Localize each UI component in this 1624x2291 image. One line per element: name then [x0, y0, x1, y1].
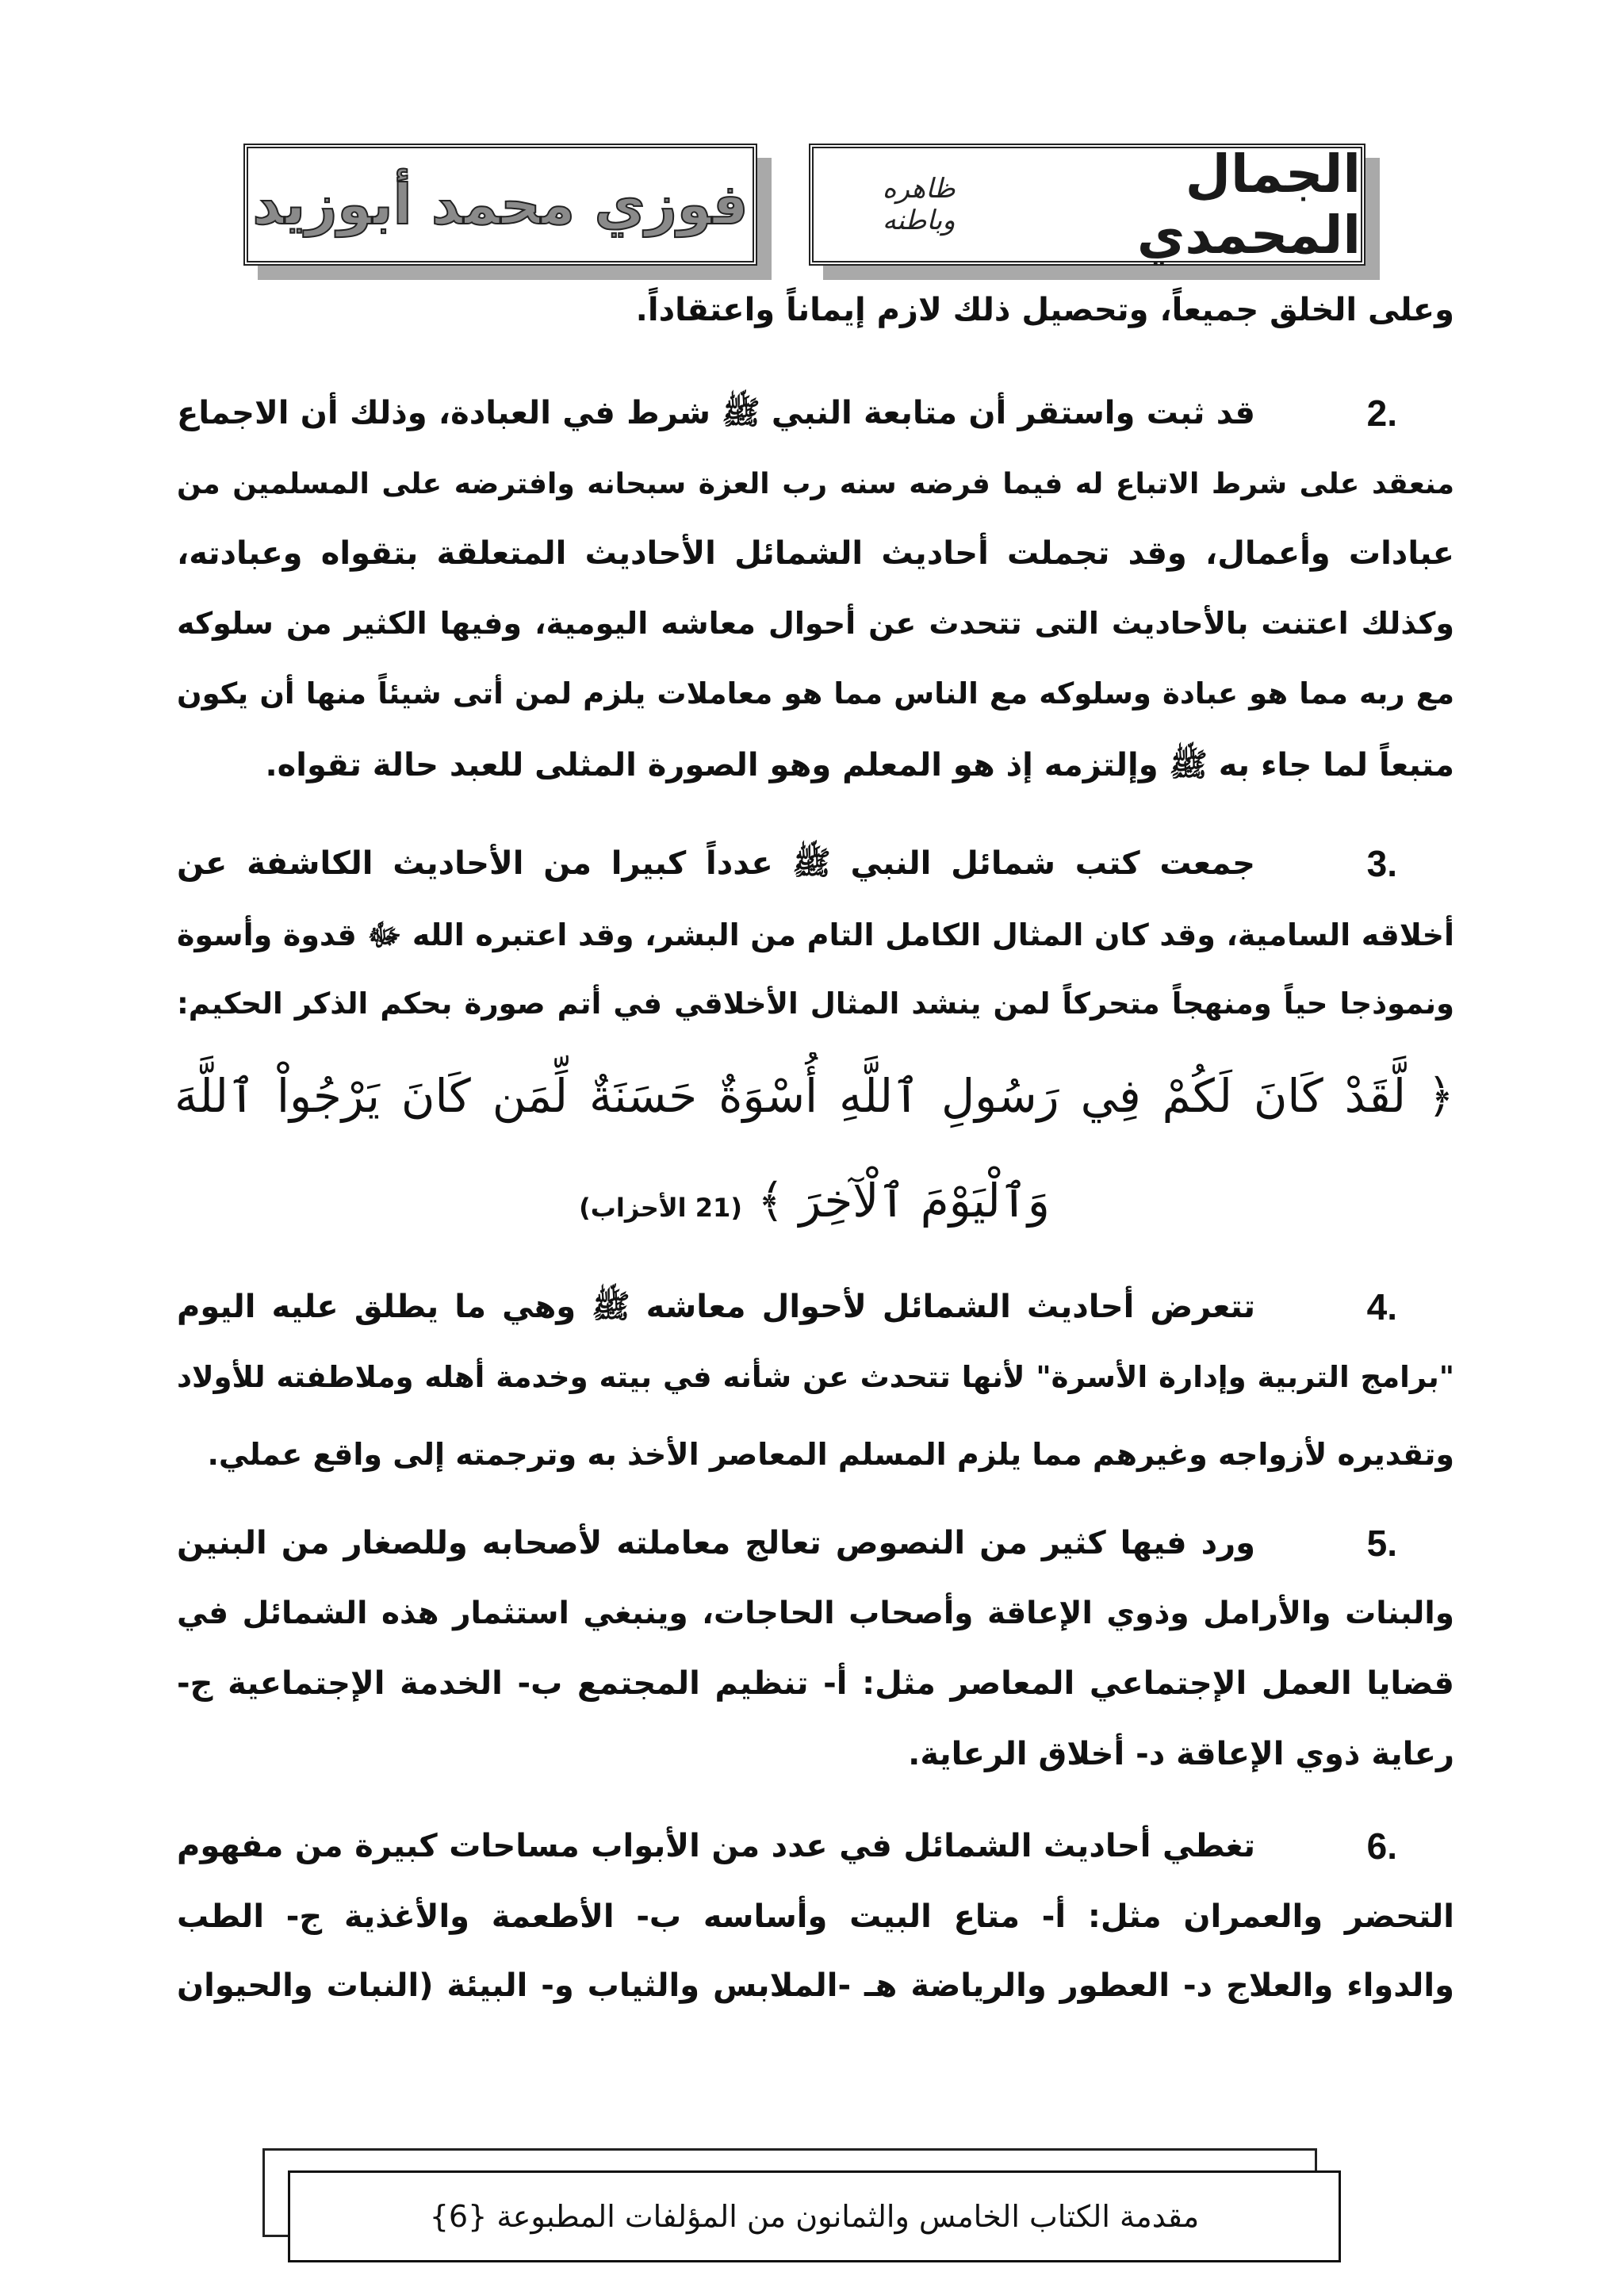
paragraph-text-line: التحضر والعمران مثل: أ- متاع البيت وأساسه ب- الأطعمة والأغذية ج- الطب	[177, 1898, 1454, 1935]
paragraph-number: 3.	[1366, 843, 1397, 884]
paragraph-text-line: تتعرض أحاديث الشمائل لأحوال معاشه ﷺ وهي ما يطلق عليه اليوم	[177, 1289, 1255, 1325]
paragraph-text-line: ورد فيها كثير من النصوص تعالج معاملته لأصحابه وللصغار من البنين	[177, 1525, 1255, 1561]
paragraph-text-line: ونموذجا حياً ومنهجاً متحركاً لمن ينشد المثال الأخلاقي في أتم صورة بحكم الذكر الحكيم:	[177, 987, 1454, 1021]
paragraph-text-line: أخلاقه السامية، وقد كان المثال الكامل التام من البشر، وقد اعتبره الله ﷻ قدوة وأسوة	[177, 918, 1454, 952]
paragraph-number: 2.	[1366, 393, 1397, 434]
footer-text: مقدمة الكتاب الخامس والثمانون من المؤلفات المطبوعة {6}	[429, 2199, 1200, 2234]
verse-reference: (21 الأحزاب)	[579, 1193, 742, 1223]
paragraph-6-first-line	[177, 1813, 1454, 1879]
book-title-banner	[809, 144, 1365, 266]
paragraph-5-first-line	[177, 1510, 1454, 1576]
author-banner	[243, 144, 757, 266]
footer-box	[288, 2170, 1341, 2262]
paragraph-text-line: تغطي أحاديث الشمائل في عدد من الأبواب مساحات كبيرة من مفهوم	[177, 1828, 1255, 1864]
paragraph-2-first-line	[177, 380, 1454, 446]
book-subtitle: ظاهره وباطنه	[882, 173, 956, 236]
paragraph-text-line: وتقديره لأزواجه وغيرهم مما يلزم المسلم المعاصر الأخذ به وترجمته إلى واقع عملي.	[207, 1437, 1454, 1472]
paragraph-text-line: مع ربه مما هو عبادة وسلوكه مع الناس مما هو معاملات يلزم لمن أتى شيئاً منها أن يكون	[177, 676, 1454, 711]
quran-verse-line-1: ﴿ لَّقَدْ كَانَ لَكُمْ فِي رَسُولِ ٱللَّهِ أُسْوَةٌ حَسَنَةٌ لِّمَن كَانَ يَرْجُواْ ٱللَّهَ	[174, 1069, 1454, 1123]
paragraph-text-line: عبادات وأعمال، وقد تجملت أحاديث الشمائل الأحاديث المتعلقة بتقواه وعبادته،	[177, 535, 1454, 572]
paragraph-text-line: "برامج التربية وإدارة الأسرة" لأنها تتحدث عن شأنه في بيته وخدمة أهله وملاطفته للأولاد	[177, 1360, 1454, 1394]
quran-verse-text: وَٱلْيَوْمَ ٱلْآخِرَ ﴾	[757, 1174, 1050, 1228]
paragraph-text-line: رعاية ذوي الإعاقة د- أخلاق الرعاية.	[908, 1736, 1454, 1772]
paragraph-text-line: والبنات والأرامل وذوي الإعاقة وأصحاب الحاجات، وينبغي استثمار هذه الشمائل في	[177, 1596, 1454, 1631]
paragraph-text-line: منعقد على شرط الاتباع له فيما فرضه سنه رب العزة سبحانه وافترضه على المسلمين من	[177, 468, 1454, 500]
paragraph-text-line: جمعت كتب شمائل النبي ﷺ عدداً كبيرا من الأحاديث الكاشفة عن	[177, 845, 1255, 882]
paragraph-text-line: والدواء والعلاج د- العطور والرياضة هـ -الملابس والثياب و- البيئة (النبات والحيوان	[177, 1967, 1454, 2004]
paragraph-text-line: وكذلك اعتنت بالأحاديث التى تتحدث عن أحوال معاشه اليومية، وفيها الكثير من سلوكه	[177, 606, 1454, 641]
paragraph-number: 5.	[1366, 1523, 1397, 1564]
paragraph-text-line: متبعاً لما جاء به ﷺ وإلتزمه إذ هو المعلم وهو الصورة المثلى للعبد حالة تقواه.	[265, 747, 1454, 783]
paragraph-4-first-line	[177, 1274, 1454, 1340]
author-name: فوزي محمد أبوزيد	[252, 172, 749, 237]
paragraph-number: 4.	[1366, 1286, 1397, 1327]
continuation-line: وعلى الخلق جميعاً، وتحصيل ذلك لازم إيماناً واعتقاداً.	[635, 292, 1454, 328]
paragraph-3-first-line	[177, 830, 1454, 897]
paragraph-text-line: قضايا العمل الإجتماعي المعاصر مثل: أ- تنظيم المجتمع ب- الخدمة الإجتماعية ج-	[177, 1665, 1454, 1702]
paragraph-number: 6.	[1366, 1826, 1397, 1867]
paragraph-text-line: قد ثبت واستقر أن متابعة النبي ﷺ شرط في العبادة، وذلك أن الاجماع	[177, 395, 1255, 431]
quran-verse-line-2	[174, 1157, 1454, 1244]
book-title: الجمال المحمدي	[1136, 144, 1361, 266]
